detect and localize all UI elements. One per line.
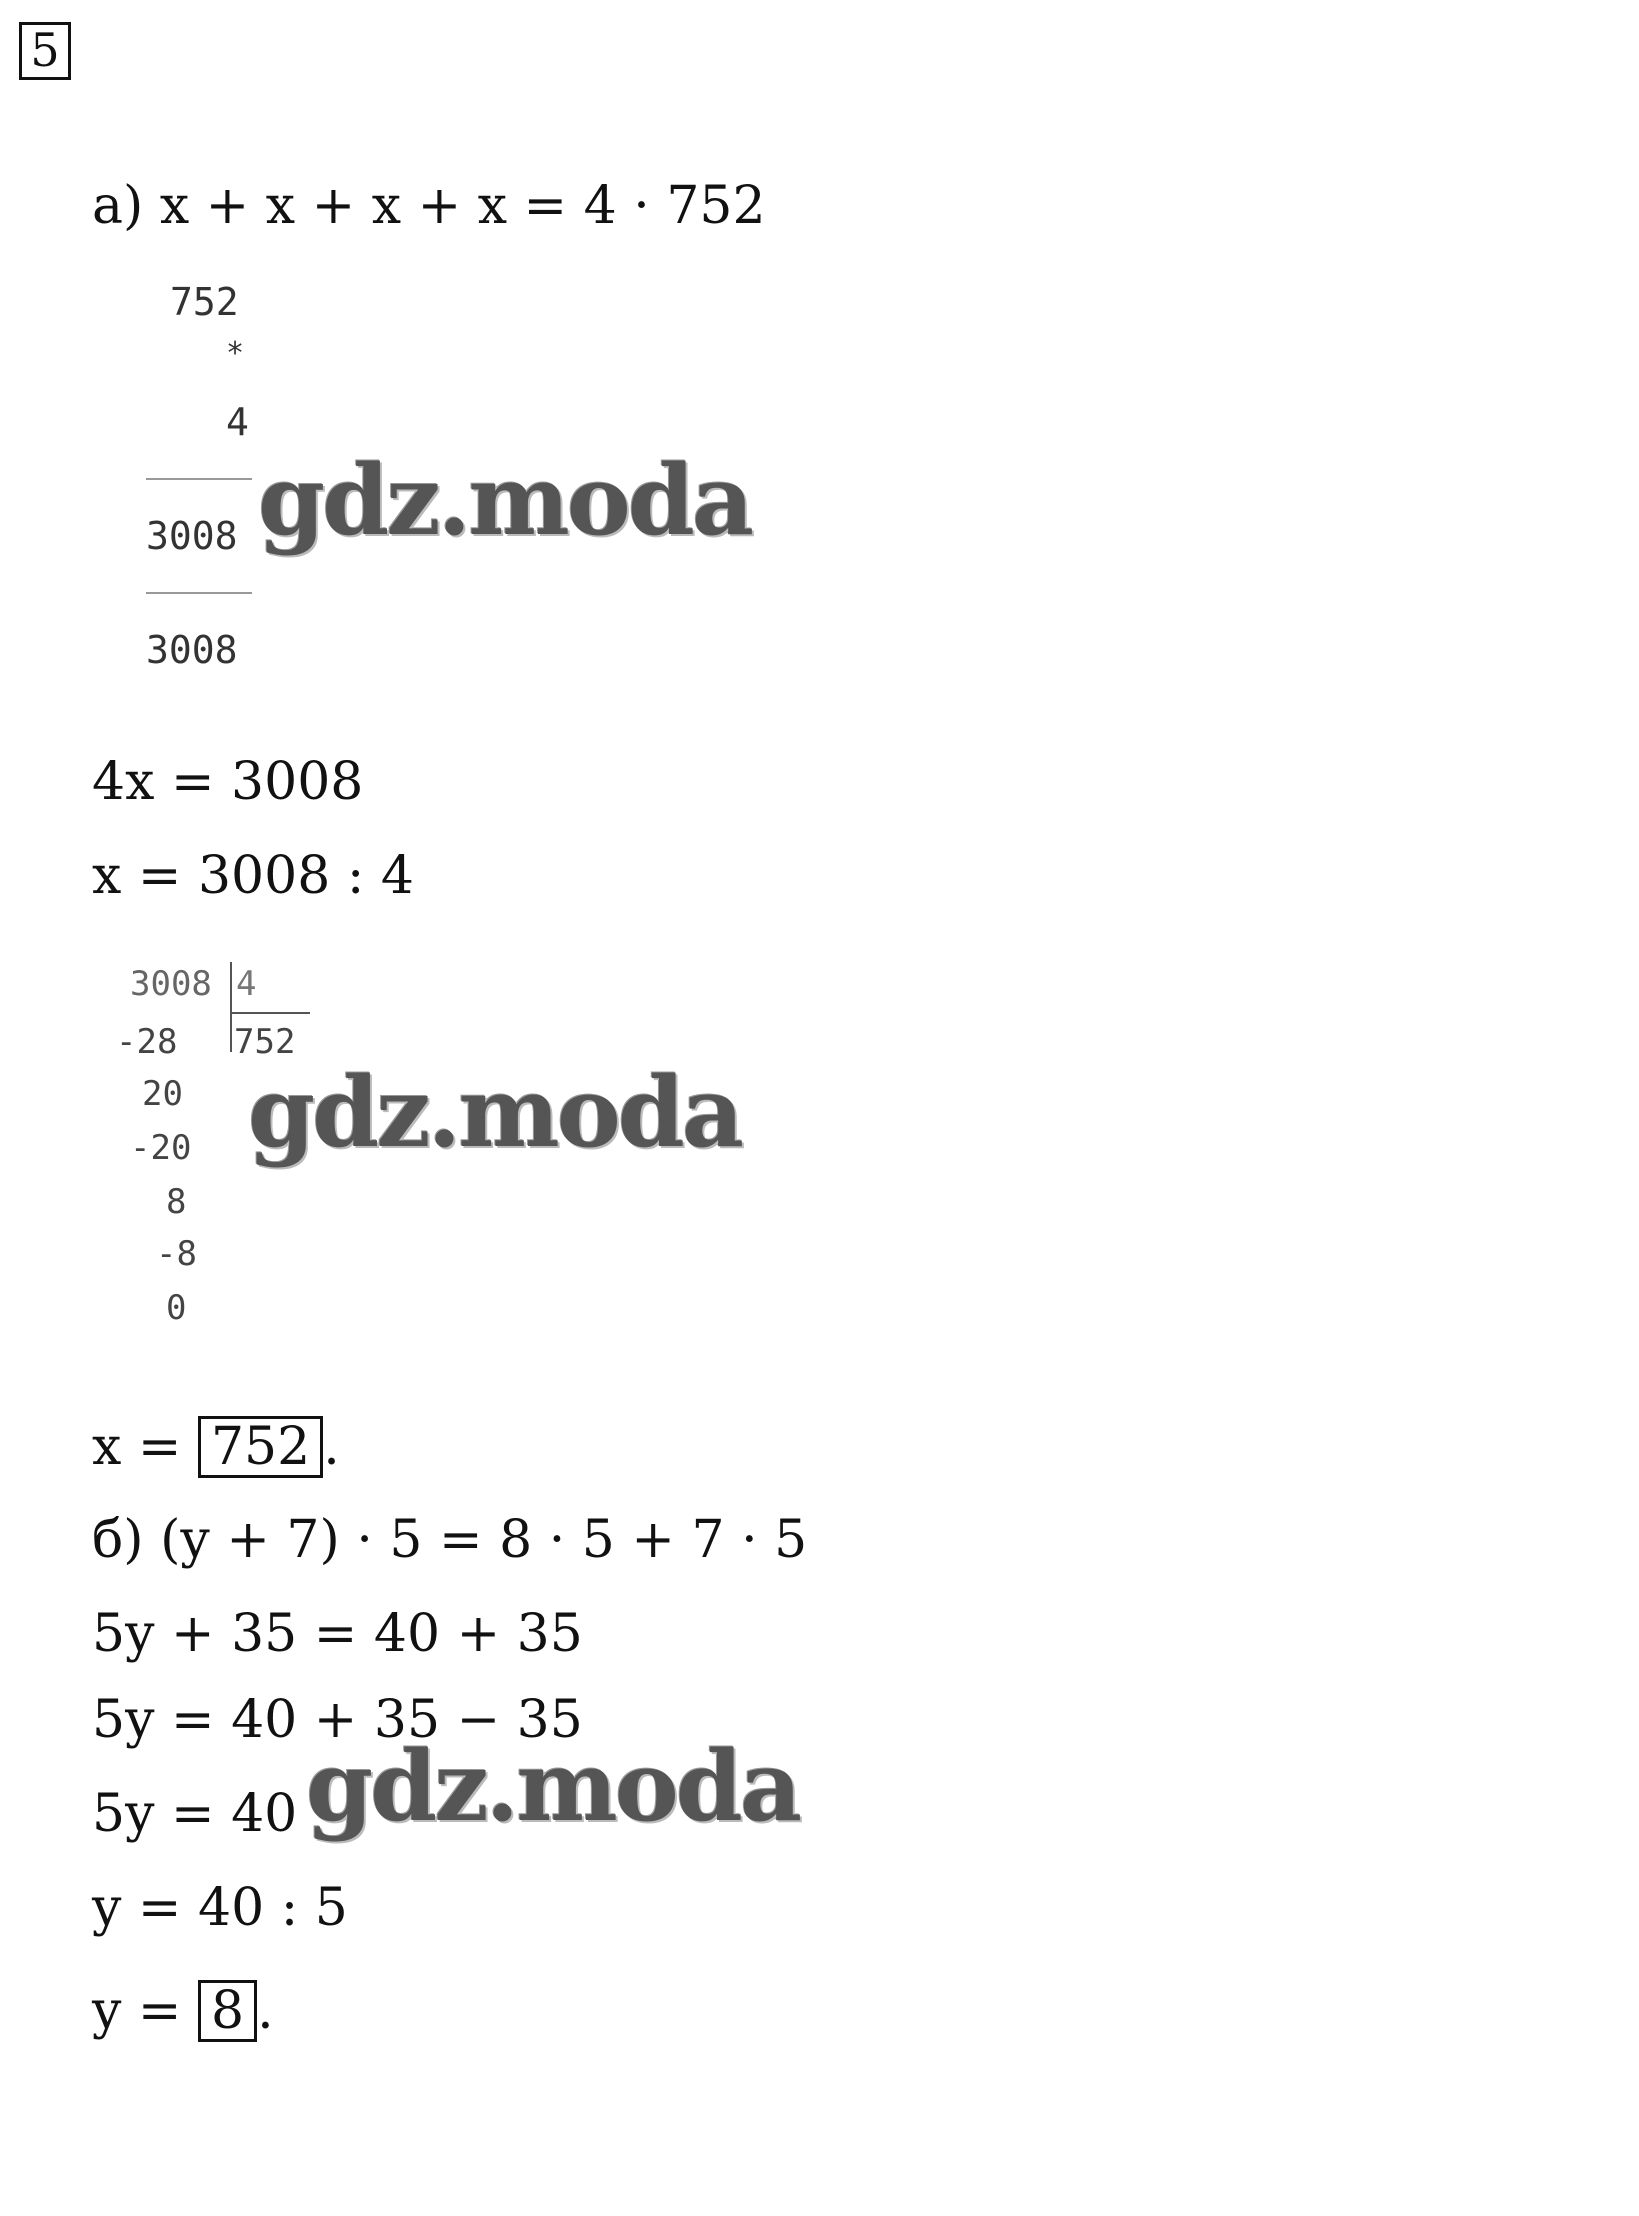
task-number: 5 xyxy=(19,22,71,80)
part-b-answer-suffix: . xyxy=(257,1981,274,2041)
watermark-1: gdz.moda xyxy=(258,444,752,557)
division-row-5: -8 xyxy=(156,1234,197,1274)
mult-result: 3008 xyxy=(146,628,238,672)
part-b-answer xyxy=(92,1980,274,2042)
division-row-1: -28 xyxy=(116,1022,178,1062)
watermark-3: gdz.moda xyxy=(306,1730,800,1843)
mult-operator: * xyxy=(226,336,245,371)
part-a-answer xyxy=(92,1416,340,1478)
watermark-2: gdz.moda xyxy=(248,1056,742,1169)
part-a-equation-text: x + x + x + x = 4 · 752 xyxy=(159,176,766,236)
part-b-answer-box: 8 xyxy=(198,1980,257,2042)
mult-rule-1 xyxy=(146,478,252,480)
part-a-step2: x = 3008 : 4 xyxy=(92,846,414,906)
part-a-answer-prefix: x = xyxy=(92,1417,198,1477)
mult-partial: 3008 xyxy=(146,514,238,558)
part-b-step4: y = 40 : 5 xyxy=(92,1878,348,1938)
division-row-2: 20 xyxy=(142,1074,183,1114)
mult-factor: 4 xyxy=(226,400,249,444)
division-row-3: -20 xyxy=(130,1128,192,1168)
part-a-step1: 4x = 3008 xyxy=(92,752,364,812)
part-b-label: б) xyxy=(92,1510,161,1570)
part-b-equation-text: (y + 7) · 5 = 8 · 5 + 7 · 5 xyxy=(160,1510,808,1570)
part-b-answer-prefix: y = xyxy=(92,1981,199,2041)
part-b-step2: 5y = 40 + 35 − 35 xyxy=(92,1690,583,1750)
division-divisor: 4 xyxy=(236,964,257,1004)
part-a-equation xyxy=(92,176,766,236)
part-b-equation xyxy=(92,1510,807,1570)
division-dividend: 3008 xyxy=(130,964,212,1004)
mult-top: 752 xyxy=(170,280,239,324)
mult-rule-2 xyxy=(146,592,252,594)
part-b-step3: 5y = 40 xyxy=(92,1784,298,1844)
part-b-step1: 5y + 35 = 40 + 35 xyxy=(92,1604,583,1664)
part-a-answer-suffix: . xyxy=(323,1417,340,1477)
division-vertical-bar xyxy=(230,962,232,1052)
division-horizontal-bar xyxy=(230,1012,310,1014)
part-a-answer-box: 752 xyxy=(198,1416,323,1478)
division-row-6: 0 xyxy=(166,1288,187,1328)
part-a-label: а) xyxy=(92,176,160,236)
division-row-4: 8 xyxy=(166,1182,187,1222)
division-quotient: 752 xyxy=(234,1022,296,1062)
